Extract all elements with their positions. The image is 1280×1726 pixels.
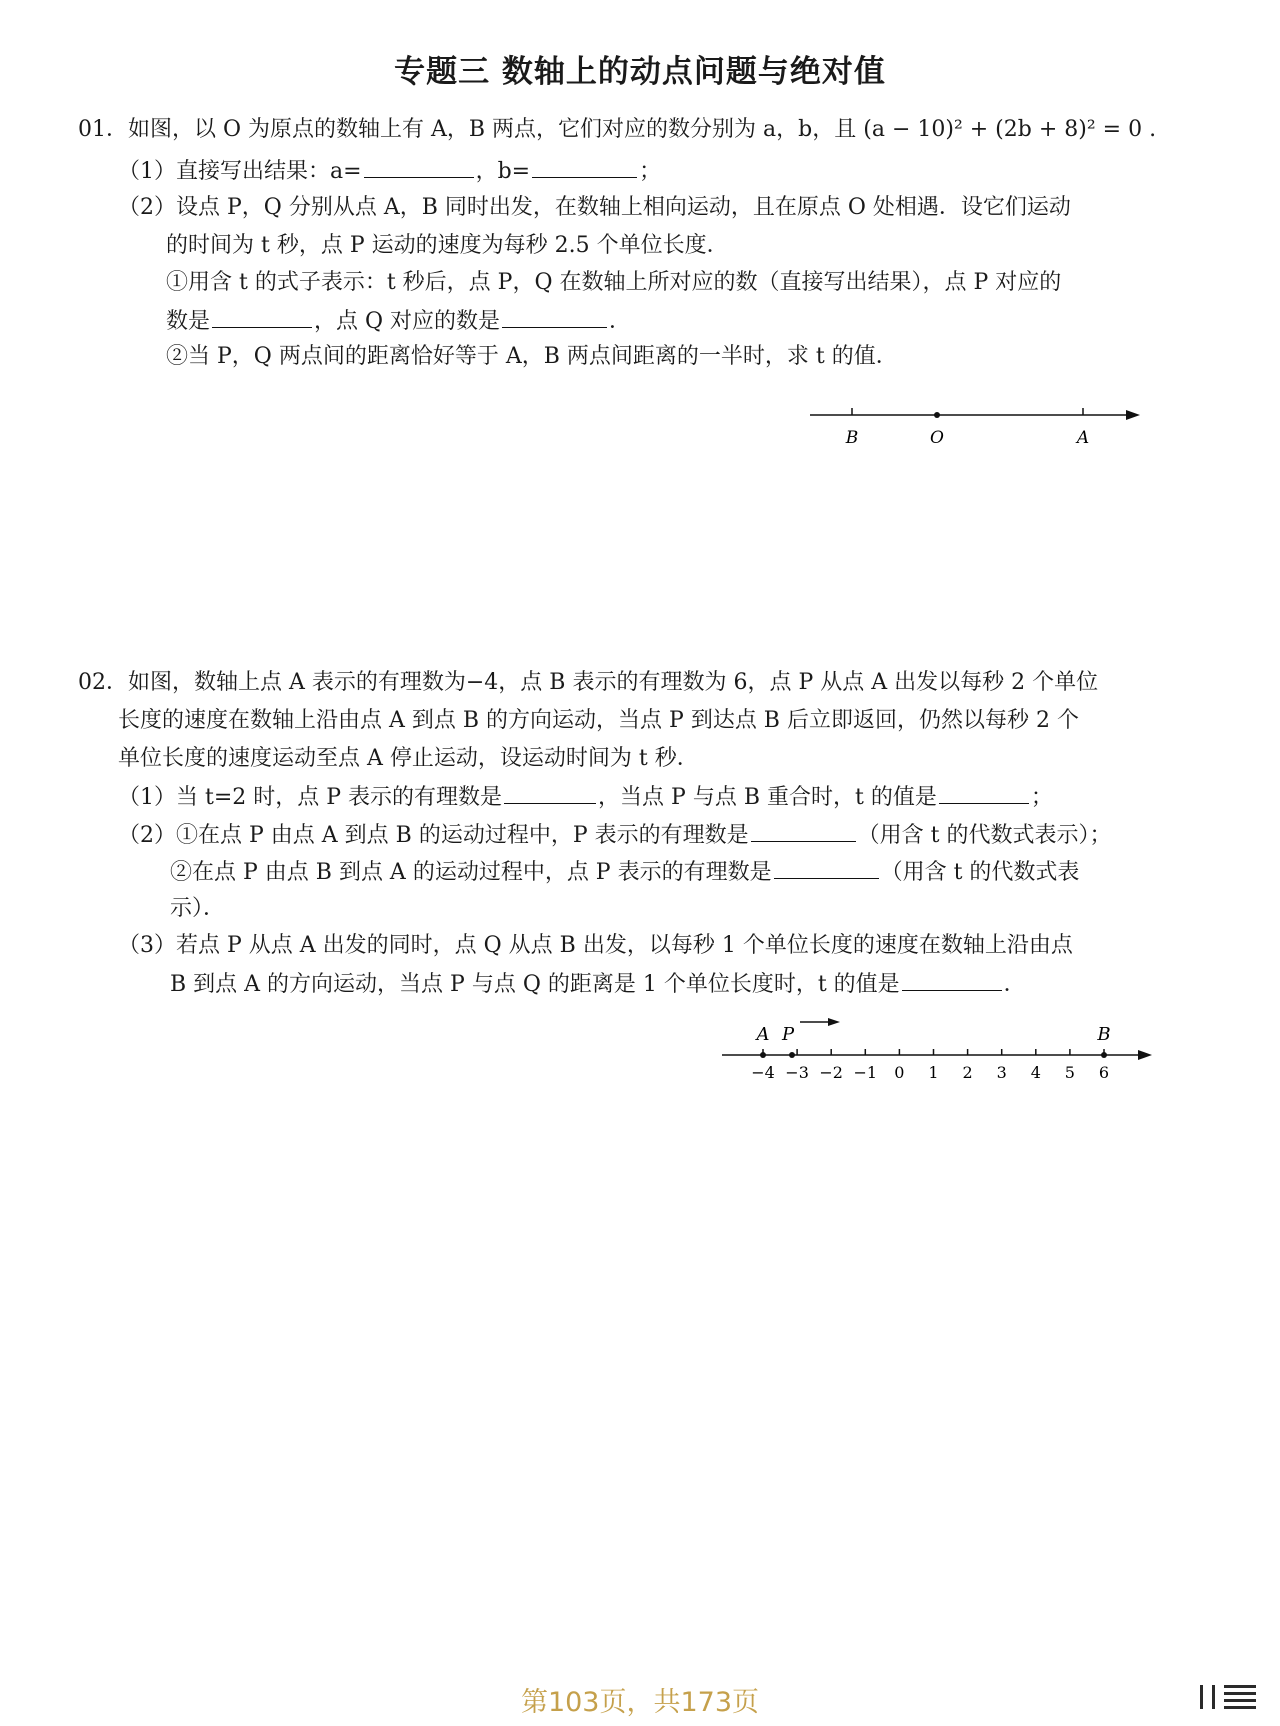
answer-blank-t-value[interactable] [939,781,1029,804]
answer-blank-expr2[interactable] [774,856,879,879]
q1-stem: 01．如图，以 O 为原点的数轴上有 A，B 两点，它们对应的数分别为 a，b，且 (a − 10)² + (2b + 8)² = 0 . [78,117,1157,142]
point-label-b: B [1097,1024,1111,1045]
direction-arrow-icon [828,1018,840,1026]
q2-part1 [118,781,1053,813]
origin-dot [934,412,940,418]
q1-part2-sub1-answers [166,305,631,337]
q1-part1 [118,155,661,187]
q2-part1-a: （1）当 t=2 时，点 P 表示的有理数是 [118,785,503,810]
tick-label: −2 [819,1063,843,1082]
point-p-dot [789,1052,795,1058]
q1-part2-sub2: ②当 P，Q 两点间的距离恰好等于 A，B 两点间距离的一半时，求 t 的值． [166,344,898,369]
answer-blank-expr1[interactable] [751,819,856,842]
q2-part2-sub2 [170,856,1079,888]
answer-blank-q[interactable] [502,305,607,328]
tick-label: 1 [928,1063,939,1082]
q2-part2-sub2-b: （用含 t 的代数式表 [880,860,1080,885]
q2-part3-end: ． [1003,972,1026,997]
q1-part1-label-b: ，b= [475,159,531,184]
q2-stem-line1: 02．如图，数轴上点 A 表示的有理数为−4，点 B 表示的有理数为 6，点 P 从点 A 出发以每秒 2 个单位 [78,670,1099,695]
q2-part3-line1: （3）若点 P 从点 A 出发的同时，点 Q 从点 B 出发，以每秒 1 个单位长度的速度在数轴上沿由点 [118,933,1073,958]
q2-part1-b: ，当点 P 与点 B 重合时，t 的值是 [598,785,937,810]
tick-label: 3 [996,1063,1007,1082]
q1-sub1-end: ． [609,309,632,334]
q1-part2-line2: 的时间为 t 秒，点 P 运动的速度为每秒 2.5 个单位长度． [166,233,729,258]
point-b-dot [1101,1052,1107,1058]
tick-label: 2 [962,1063,973,1082]
point-label-p: P [781,1024,795,1045]
tick-label: 4 [1030,1063,1041,1082]
q2-part2-sub1 [118,819,1111,851]
arrow-right-icon [1126,410,1140,420]
tick-label: 5 [1064,1063,1075,1082]
menu-icon[interactable] [1200,1683,1260,1713]
tick-label: −3 [785,1063,809,1082]
number-line-1 [800,395,1160,455]
answer-blank-p[interactable] [212,305,312,328]
tick-label: −1 [853,1063,878,1082]
tick-label: 6 [1098,1063,1110,1082]
answer-blank-a[interactable] [364,155,474,178]
page-footer: 第103页，共173页 [520,1687,760,1718]
tick-group [751,1049,1109,1082]
answer-blank-p-value[interactable] [504,781,596,804]
axis-label-a: A [1076,428,1090,448]
q2-part2-sub1-b: （用含 t 的代数式表示）； [857,823,1112,848]
axis-label-b: B [845,428,859,448]
answer-blank-b[interactable] [532,155,637,178]
arrow-right-icon [1138,1050,1152,1060]
point-label-a: A [756,1024,770,1045]
number-line-2 [712,1010,1162,1095]
axis-label-o: O [930,428,944,448]
page-title: 专题三 数轴上的动点问题与绝对值 [394,54,886,90]
answer-blank-t3[interactable] [902,968,1002,991]
q1-q-label: ，点 Q 对应的数是 [314,309,501,334]
q1-part1-end: ； [639,159,662,184]
q1-part2-line1: （2）设点 P，Q 分别从点 A，B 同时出发，在数轴上相向运动，且在原点 O 处相遇．设它们运动 [118,195,1071,220]
q2-stem-line3: 单位长度的速度运动至点 A 停止运动，设运动时间为 t 秒． [118,746,699,771]
q2-part3-a: B 到点 A 的方向运动，当点 P 与点 Q 的距离是 1 个单位长度时，t 的值是 [170,972,900,997]
tick-label: −4 [751,1063,775,1082]
tick-label: 0 [894,1063,905,1082]
q2-part2-sub1-a: （2）①在点 P 由点 A 到点 B 的运动过程中，P 表示的有理数是 [118,823,749,848]
point-a-dot [760,1052,766,1058]
q1-part2-sub1: ①用含 t 的式子表示：t 秒后，点 P，Q 在数轴上所对应的数（直接写出结果），点 P 对应的 [166,270,1062,295]
q2-part3-line2 [170,968,1026,1000]
q2-part1-end: ； [1030,785,1053,810]
q1-p-label: 数是 [166,309,211,334]
q2-part2-sub2-cont: 示）． [170,896,226,921]
q1-part1-label-a: （1）直接写出结果：a= [118,159,362,184]
q2-part2-sub2-a: ②在点 P 由点 B 到点 A 的运动过程中，点 P 表示的有理数是 [170,860,772,885]
q2-stem-line2: 长度的速度在数轴上沿由点 A 到点 B 的方向运动，当点 P 到达点 B 后立即返回，仍然以每秒 2 个 [118,708,1079,733]
